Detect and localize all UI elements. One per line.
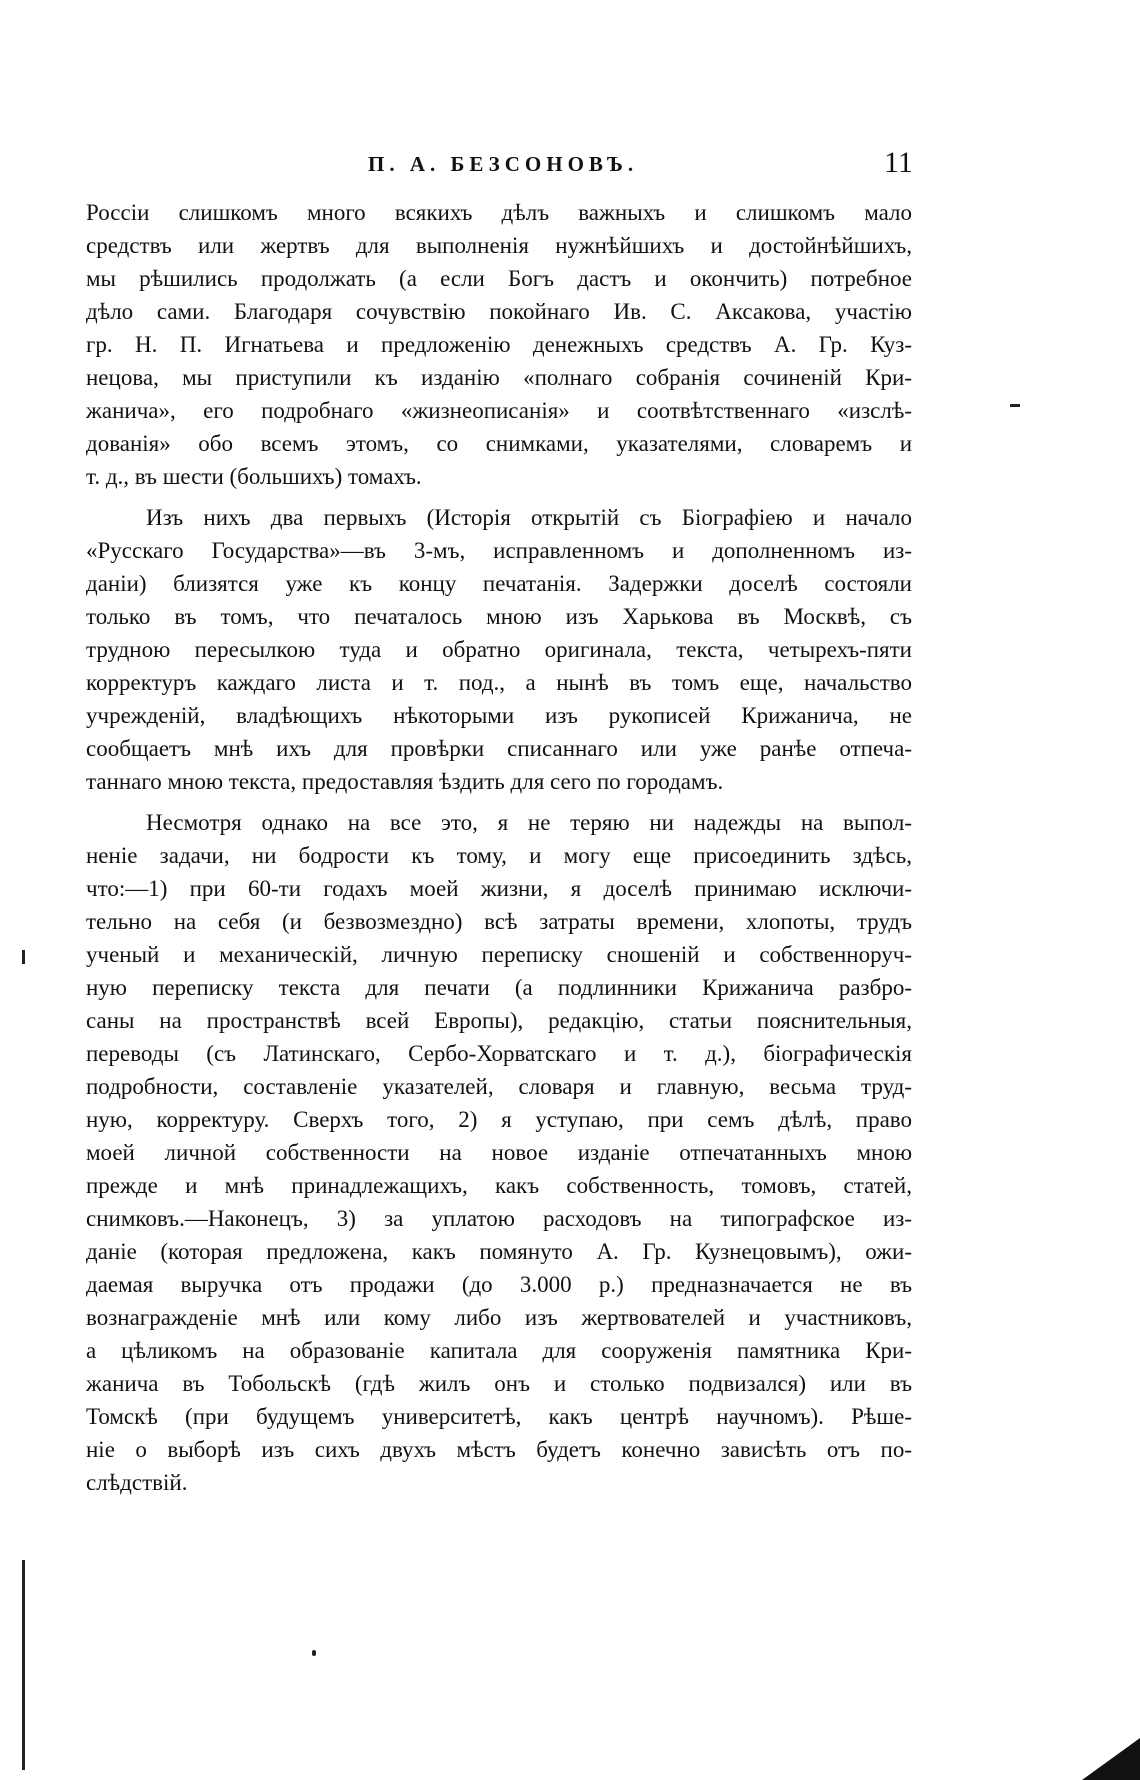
running-header <box>0 148 1140 188</box>
text-line: нецова, мы приступили къ изданію «полнаго собранія сочиненій Кри- <box>86 365 912 390</box>
text-line: даемая выручка отъ продажи (до 3.000 р.) предназначается не въ <box>86 1272 912 1297</box>
text-line: «Русскаго Государства»—въ 3-мъ, исправленномъ и дополненномъ из- <box>86 538 912 563</box>
text-line: дѣло сами. Благодаря сочувствію покойнаго Ив. С. Аксакова, участію <box>86 299 912 324</box>
text-line: корректуръ каждаго листа и т. под., а нынѣ въ томъ еще, начальство <box>86 670 912 695</box>
body-text <box>86 196 912 1499</box>
text-line: Изъ нихъ два первыхъ (Исторія открытій съ Біографіею и начало <box>146 505 912 530</box>
text-line: слѣдствій. <box>86 1470 188 1495</box>
text-line: трудною пересылкою туда и обратно оригинала, текста, четырехъ-пяти <box>86 637 912 662</box>
scan-artifact <box>1082 1738 1140 1780</box>
text-line: учрежденій, владѣющихъ нѣкоторыми изъ рукописей Крижанича, не <box>86 703 912 728</box>
text-line: переводы (съ Латинскаго, Сербо-Хорватскаго и т. д.), біографическія <box>86 1041 912 1066</box>
text-line: даніе (которая предложена, какъ помянуто А. Гр. Кузнецовымъ), ожи- <box>86 1239 912 1264</box>
text-line: ную, корректуру. Сверхъ того, 2) я уступаю, при семъ дѣлѣ, право <box>86 1107 912 1132</box>
text-line: ную переписку текста для печати (а подлинники Крижанича разбро- <box>86 975 912 1000</box>
running-title: П. А. БЕЗСОНОВЪ. <box>368 152 639 176</box>
text-line: мы рѣшились продолжать (а если Богъ дастъ и окончить) потребное <box>86 266 912 291</box>
text-line: саны на пространствѣ всей Европы), редакцію, статьи пояснительныя, <box>86 1008 912 1033</box>
text-line: жанича въ Тобольскѣ (гдѣ жилъ онъ и столько подвизался) или въ <box>86 1371 912 1396</box>
text-line: Несмотря однако на все это, я не теряю ни надежды на выпол- <box>146 810 912 835</box>
text-line: тельно на себя (и безвозмездно) всѣ затраты времени, хлопоты, трудъ <box>86 909 912 934</box>
paragraph <box>86 196 912 493</box>
text-line: моей личной собственности на новое изданіе отпечатанныхъ мною <box>86 1140 912 1165</box>
text-line: подробности, составленіе указателей, словаря и главную, весьма труд- <box>86 1074 912 1099</box>
text-line: снимковъ.—Наконецъ, 3) за уплатою расходовъ на типографское из- <box>86 1206 912 1231</box>
text-line: Россіи слишкомъ много всякихъ дѣлъ важныхъ и слишкомъ мало <box>86 200 912 225</box>
text-line: прежде и мнѣ принадлежащихъ, какъ собственность, томовъ, статей, <box>86 1173 912 1198</box>
paragraph <box>86 806 912 1499</box>
text-line: сообщаетъ мнѣ ихъ для провѣрки списаннаго или уже ранѣе отпеча- <box>86 736 912 761</box>
text-line: Томскѣ (при будущемъ университетѣ, какъ центрѣ научномъ). Рѣше- <box>86 1404 912 1429</box>
page-number: 11 <box>884 146 913 179</box>
text-line: вознагражденіе мнѣ или кому либо изъ жертвователей и участниковъ, <box>86 1305 912 1330</box>
text-line: что:—1) при 60-ти годахъ моей жизни, я доселѣ принимаю исключи- <box>86 876 912 901</box>
scan-artifact <box>22 950 25 964</box>
text-line: жанича», его подробнаго «жизнеописанія» и соотвѣтственнаго «изслѣ- <box>86 398 912 423</box>
text-line: дованія» обо всемъ этомъ, со снимками, указателями, словаремъ и <box>86 431 912 456</box>
text-line: таннаго мною текста, предоставляя ѣздить для сего по городамъ. <box>86 769 724 794</box>
text-line: средствъ или жертвъ для выполненія нужнѣйшихъ и достойнѣйшихъ, <box>86 233 912 258</box>
scan-artifact <box>22 1560 25 1770</box>
text-line: ученый и механическій, личную переписку сношеній и собственноруч- <box>86 942 912 967</box>
text-line: а цѣликомъ на образованіе капитала для сооруженія памятника Кри- <box>86 1338 912 1363</box>
paragraph <box>86 501 912 798</box>
scan-artifact <box>312 1650 316 1656</box>
text-line: т. д., въ шести (большихъ) томахъ. <box>86 464 422 489</box>
text-line: неніе задачи, ни бодрости къ тому, и могу еще присоединить здѣсь, <box>86 843 912 868</box>
scan-artifact <box>1010 404 1020 407</box>
text-line: даніи) близятся уже къ концу печатанія. Задержки доселѣ состояли <box>86 571 912 596</box>
text-line: ніе о выборѣ изъ сихъ двухъ мѣстъ будетъ конечно зависѣть отъ по- <box>86 1437 912 1462</box>
text-line: гр. Н. П. Игнатьева и предложенію денежныхъ средствъ А. Гр. Куз- <box>86 332 912 357</box>
text-line: только въ томъ, что печаталось мною изъ Харькова въ Москвѣ, съ <box>86 604 912 629</box>
